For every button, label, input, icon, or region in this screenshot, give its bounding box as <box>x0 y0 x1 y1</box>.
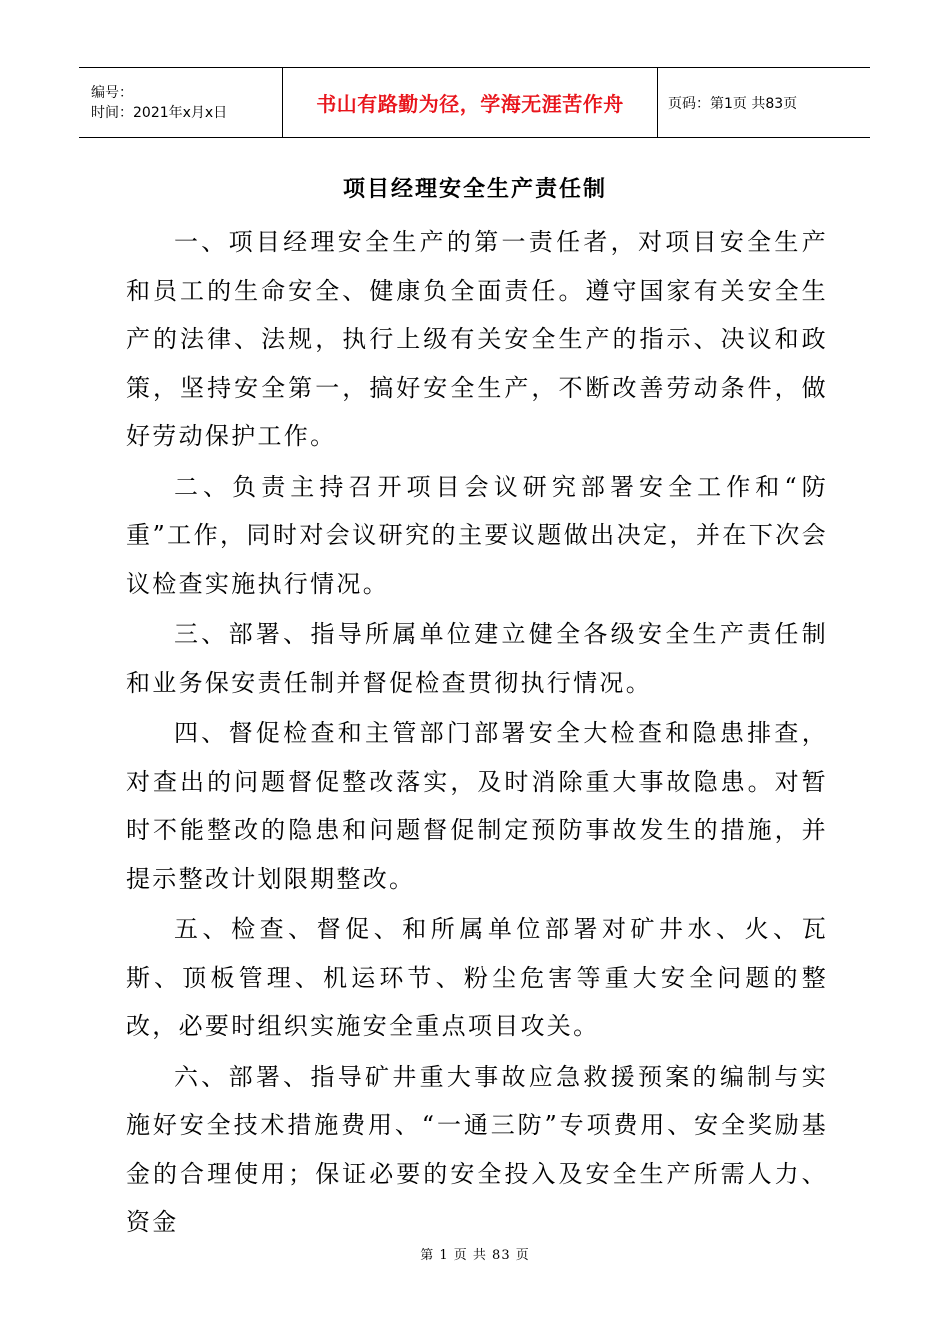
paragraph-4: 四、督促检查和主管部门部署安全大检查和隐患排查，对查出的问题督促整改落实，及时消除重大事故隐患。对暂时不能整改的隐患和问题督促制定预防事故发生的措施，并提示整改计划限期整改。 <box>126 719 828 893</box>
paragraph-1: 一、项目经理安全生产的第一责任者，对项目安全生产和员工的生命安全、健康负全面责任。遵守国家有关安全生产的法律、法规，执行上级有关安全生产的指示、决议和政策，坚持安全第一，搞好安全生产，不断改善劳动条件，做好劳动保护工作。 <box>126 228 828 450</box>
header-page-cell <box>658 68 870 137</box>
header-motto: 书山有路勤为径，学海无涯苦作舟 <box>316 92 624 116</box>
document-body <box>126 218 828 1249</box>
page-footer: 第 1 页 共 83 页 <box>420 1248 530 1263</box>
paragraph-5: 五、检查、督促、和所属单位部署对矿井水、火、瓦斯、顶板管理、机运环节、粉尘危害等重大安全问题的整改，必要时组织实施安全重点项目攻关。 <box>126 915 828 1040</box>
header-motto-cell <box>283 68 658 137</box>
number-label: 编号： <box>91 84 133 101</box>
header-page-info: 页码：第1页 共83页 <box>668 95 798 112</box>
document-title: 项目经理安全生产责任制 <box>342 176 607 202</box>
paragraph-3: 三、部署、指导所属单位建立健全各级安全生产责任制和业务保安责任制并督促检查贯彻执行情况。 <box>126 620 828 697</box>
time-label: 时间：2021年x月x日 <box>91 104 228 121</box>
paragraph-6: 六、部署、指导矿井重大事故应急救援预案的编制与实施好安全技术措施费用、“一通三防”专项费用、安全奖励基金的合理使用；保证必要的安全投入及安全生产所需人力、资金 <box>126 1062 828 1236</box>
document-header <box>79 67 870 138</box>
paragraph-2: 二、负责主持召开项目会议研究部署安全工作和“防重”工作，同时对会议研究的主要议题做出决定，并在下次会议检查实施执行情况。 <box>126 472 828 598</box>
header-meta <box>79 68 283 137</box>
